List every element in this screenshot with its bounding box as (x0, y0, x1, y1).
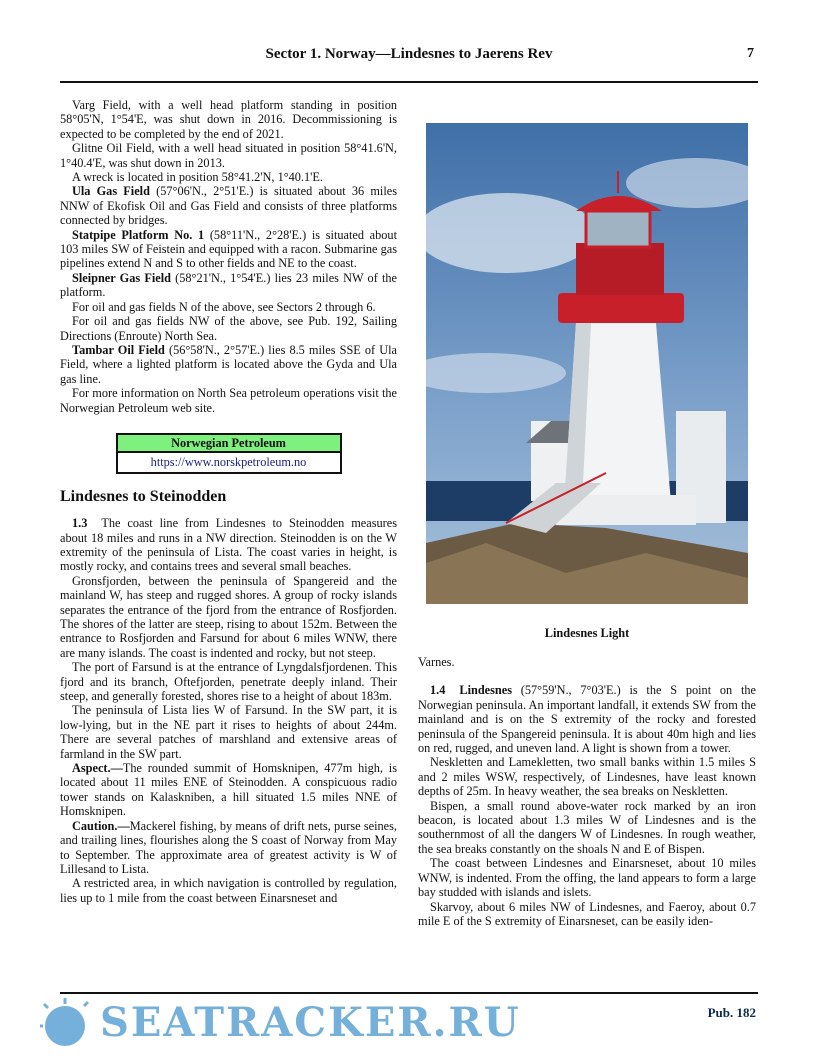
section-number: 1.4 (430, 683, 446, 698)
paragraph (60, 516, 397, 574)
paragraph (60, 314, 397, 343)
section-number: 1.3 (72, 516, 88, 531)
paragraph-lead: Tambar Oil Field (72, 342, 165, 357)
page-header (60, 46, 758, 68)
paragraph-text: Mackerel fishing, by means of drift nets, purse seines, and trailing lines, flourishes along the S coast of Norway from May to September. The approximate area of greatest activity is W of Lillesand to Lista. (60, 818, 397, 876)
paragraph-text: Neskletten and Lamekletten, two small banks within 1.5 miles S and 2 miles WSW, respectively, of Lindesnes, have least known depths of 25m. In heavy weather, the sea breaks on Neskletten. (418, 755, 756, 799)
paragraph (418, 900, 756, 929)
paragraph (60, 761, 397, 819)
paragraph (60, 184, 397, 227)
paragraph (60, 300, 397, 314)
publication-number: Pub. 182 (707, 1005, 756, 1020)
left-column (60, 98, 397, 905)
paragraph-text: The rounded summit of Homsknipen, 477m high, is located about 11 miles ENE of Steinodden. A conspicuous radio tower stands on Kalaskniben, a hill situated 1.5 miles NNE of Homsknipen. (60, 761, 397, 819)
lindesnes-lighthouse-photo (426, 123, 748, 604)
paragraph-text: Bispen, a small round above-water rock marked by an iron beacon, is located about 1.3 miles W of Lindesnes and is the southernmost of all the dangers W of Lindesnes. In rough weather, the sea breaks constantly on the shoals N and E of Bispen. (418, 798, 756, 856)
paragraph-text: The port of Farsund is at the entrance of Lyngdalsfjordenen. This fjord and its branch, Oftefjorden, penetrate deeply inland. Their steep, and generally forested, shores rise to a height of about 183m. (60, 660, 397, 704)
paragraph-text: For oil and gas fields NW of the above, see Pub. 192, Sailing Directions (Enroute) North Sea. (60, 314, 397, 343)
paragraph-text: The peninsula of Lista lies W of Farsund. In the SW part, it is low-lying, but in the NE part it rises to heights of about 244m. There are several patches of marshland and extensive areas of farmland in the SW part. (60, 703, 397, 761)
paragraph-text: (57°06'N., 2°51'E.) is situated about 36 miles NNW of Ekofisk Oil and Gas Field and consists of three platforms connected by bridges. (60, 184, 398, 228)
paragraph (60, 819, 397, 877)
paragraph (418, 683, 756, 755)
paragraph (60, 574, 397, 660)
paragraph-text: (56°58'N., 2°57'E.) lies 8.5 miles SSE of Ula Field, where a lighted platform is located above the Gyda and Ula gas line. (60, 342, 397, 386)
paragraph (60, 343, 397, 386)
running-title: Sector 1. Norway—Lindesnes to Jaerens Rev (265, 46, 553, 62)
norwegian-petroleum-link-box (116, 433, 342, 474)
footer-rule (60, 992, 758, 994)
paragraph (60, 660, 397, 703)
paragraph-text: Gronsfjorden, between the peninsula of Spangereid and the mainland W, has steep and rugged shores. A group of rocky islands separates the entrance of the fjord from the entrance of Rosfjorden. The shores of the latter are steep, rising to about 152m. Between the entrance to Rosfjorden and Farsund for about 6 miles WNW, there are many islands. The coast is indented and rocky, but not steep. (60, 573, 397, 660)
paragraph-lead: Ula Gas Field (72, 184, 150, 199)
paragraph-text: The coast between Lindesnes and Einarsneset, about 10 miles WNW, is indented. From the offing, the land appears to form a large bay studded with islands and islets. (418, 856, 756, 900)
paragraph (60, 228, 397, 271)
paragraph-text: The coast line from Lindesnes to Steinodden measures about 18 miles and runs in a NW direction. Steinodden is on the W extremity of the peninsula of Lista. The coast varies in height, is mostly rocky, and contains trees and several small beaches. (60, 516, 397, 574)
paragraph-text: A restricted area, in which navigation is controlled by regulation, lies up to 1 mile from the coast between Einarsneset and (60, 876, 397, 905)
paragraph-text: (57°59'N., 7°03'E.) is the S point on the Norwegian peninsula. An important landfall, it extends SW from the mainland and is on the S extremity of the rocky and forested peninsula of the Spangereid peninsula. It is about 40m high and lies on red, rugged, and uneven land. A light is shown from a tower. (418, 683, 756, 756)
paragraph-text: For oil and gas fields N of the above, see Sectors 2 through 6. (72, 299, 376, 314)
norwegian-petroleum-link[interactable]: https://www.norskpetroleum.no (150, 455, 307, 470)
paragraph-lead: Lindesnes (459, 683, 512, 698)
section-heading: Lindesnes to Steinodden (60, 487, 227, 505)
paragraph-text: For more information on North Sea petroleum operations visit the Norwegian Petroleum web site. (60, 386, 397, 415)
paragraph-text: A wreck is located in position 58°41.2'N, 1°40.1'E. (72, 170, 323, 185)
paragraph-text: Glitne Oil Field, with a well head situated in position 58°41.6'N, 1°40.4'E, was shut down in 2013. (60, 141, 397, 170)
page-number: 7 (747, 46, 754, 61)
globe-logo-icon (40, 998, 90, 1050)
photo-caption: Lindesnes Light (544, 626, 630, 640)
paragraph (60, 271, 397, 300)
paragraph-lead: Aspect.— (72, 761, 123, 776)
paragraph (60, 141, 397, 170)
paragraph (60, 703, 397, 761)
continuation-text: Varnes. (418, 655, 455, 669)
paragraph-lead: Caution.— (72, 818, 130, 833)
paragraph (60, 876, 397, 905)
paragraph-lead: Sleipner Gas Field (72, 270, 171, 285)
paragraph (418, 755, 756, 798)
paragraph (418, 799, 756, 857)
watermark-text: SEATRACKER.RU (100, 999, 521, 1046)
link-box-title: Norwegian Petroleum (118, 435, 340, 453)
paragraph (418, 856, 756, 899)
paragraph-text: Skarvoy, about 6 miles NW of Lindesnes, and Faeroy, about 0.7 mile E of the S extremity of Einarsneset, can be easily iden- (418, 899, 756, 928)
paragraph-text: (58°21'N., 1°54'E.) lies 23 miles NW of the platform. (60, 270, 397, 300)
paragraph-lead: Statpipe Platform No. 1 (72, 227, 205, 242)
header-rule (60, 81, 758, 83)
paragraph-text: Varg Field, with a well head platform standing in position 58°05'N, 1°54'E, was shut down in 2016. Decommissioning is expected to be completed by the end of 2021. (60, 98, 397, 141)
right-column (418, 655, 756, 928)
paragraph (60, 170, 397, 184)
paragraph (60, 386, 397, 415)
paragraph (60, 98, 397, 141)
paragraph-text: (58°11'N., 2°28'E.) is situated about 103 miles SW of Feistein and equipped with a racon. Submarine gas pipelines extend N and S to other fields and NE to the coast. (60, 227, 397, 271)
